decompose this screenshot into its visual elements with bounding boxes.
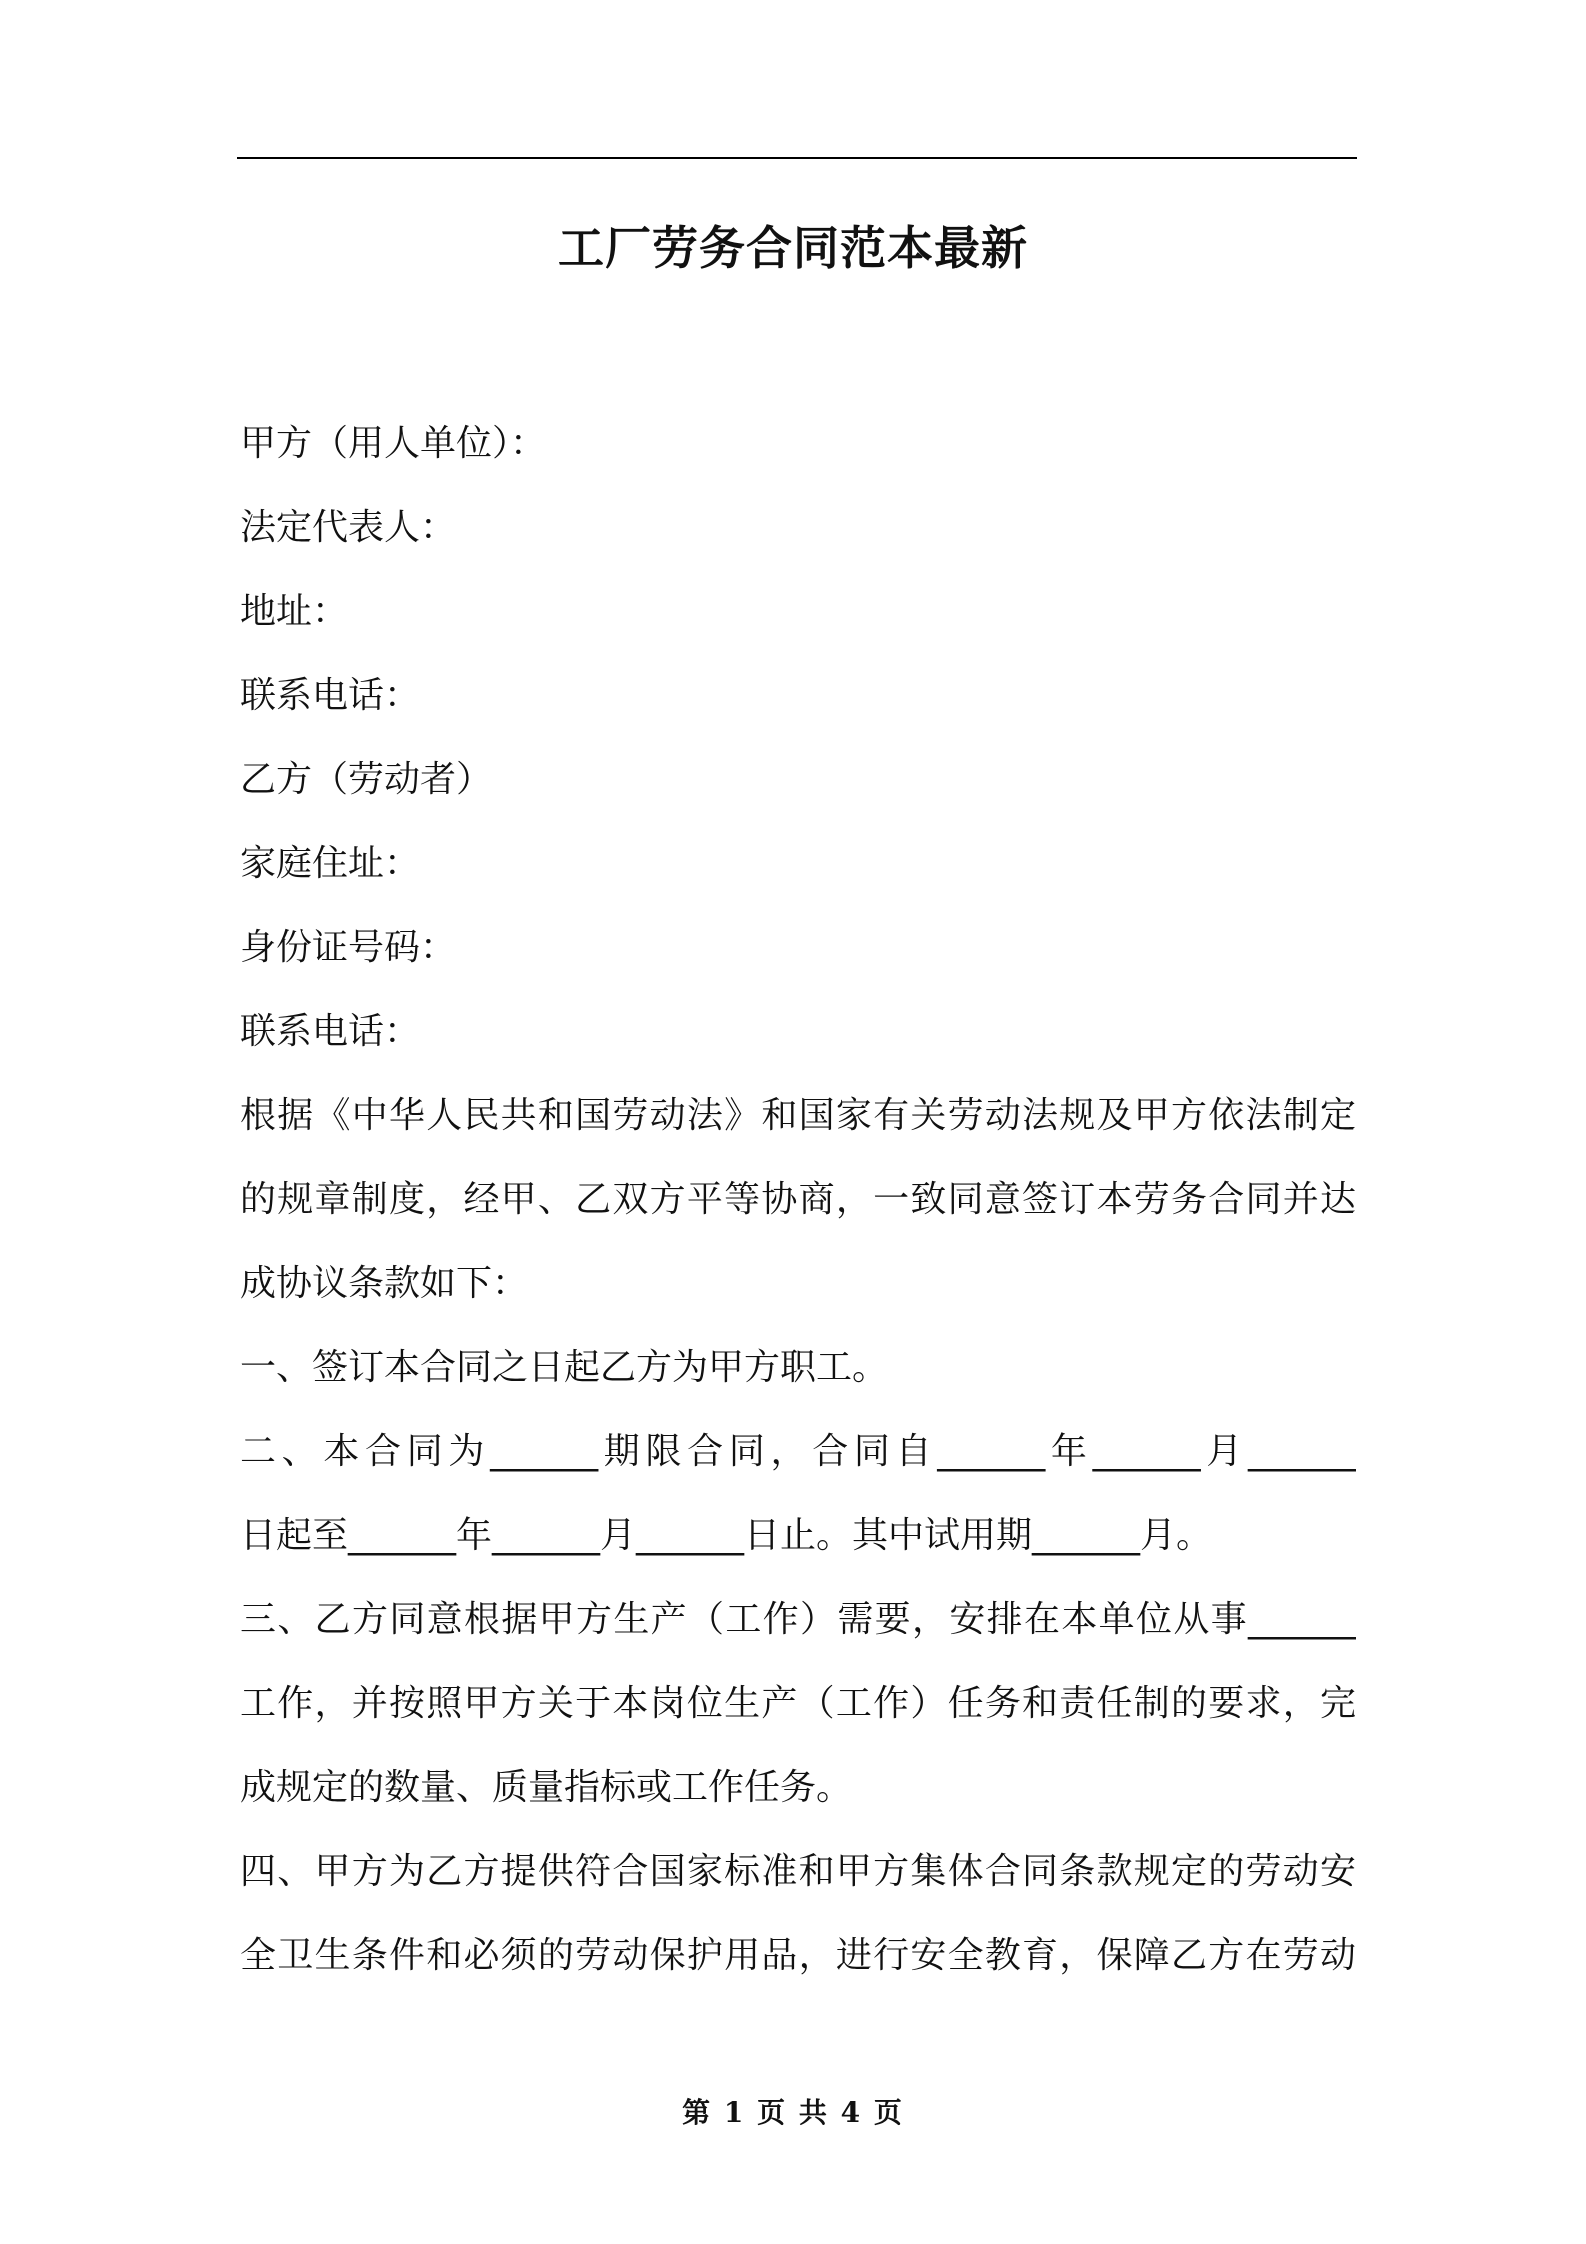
document-title: 工厂劳务合同范本最新 [558, 221, 1028, 275]
party-b-line: 乙方（劳动者） [240, 759, 493, 800]
page-number-footer: 第 1 页 共 4 页 [682, 2096, 904, 2129]
party-a-line: 甲方（用人单位）： [240, 423, 547, 464]
clause-3-line-3: 成规定的数量、质量指标或工作任务。 [240, 1767, 853, 1808]
contract-body [240, 402, 1356, 1998]
clause-2-line-2: 日起至______年______月______日止。其中试用期______月。 [240, 1515, 1213, 1556]
preamble-line-3: 成协议条款如下： [240, 1263, 529, 1304]
clause-3-line-2: 工作，并按照甲方关于本岗位生产（工作）任务和责任制的要求，完 [240, 1683, 1356, 1724]
preamble-line-2: 的规章制度，经甲、乙双方平等协商，一致同意签订本劳务合同并达 [240, 1179, 1356, 1220]
clause-4-line-2: 全卫生条件和必须的劳动保护用品，进行安全教育，保障乙方在劳动 [240, 1935, 1356, 1976]
party-b-phone-line: 联系电话： [240, 1011, 421, 1052]
home-address-line: 家庭住址： [240, 843, 421, 884]
legal-representative-line: 法定代表人： [240, 507, 457, 548]
preamble-line-1: 根据《中华人民共和国劳动法》和国家有关劳动法规及甲方依法制定 [240, 1095, 1356, 1136]
clause-3-line-1: 三、乙方同意根据甲方生产（工作）需要，安排在本单位从事______ [240, 1599, 1356, 1640]
clause-1-line: 一、签订本合同之日起乙方为甲方职工。 [240, 1347, 889, 1388]
header-rule [237, 157, 1357, 159]
party-a-phone-line: 联系电话： [240, 675, 421, 716]
address-line: 地址： [240, 591, 349, 632]
clause-4-line-1: 四、甲方为乙方提供符合国家标准和甲方集体合同条款规定的劳动安 [240, 1851, 1356, 1892]
clause-2-line-1: 二、本合同为______期限合同，合同自______年______月______ [240, 1431, 1356, 1472]
id-number-line: 身份证号码： [240, 927, 457, 968]
